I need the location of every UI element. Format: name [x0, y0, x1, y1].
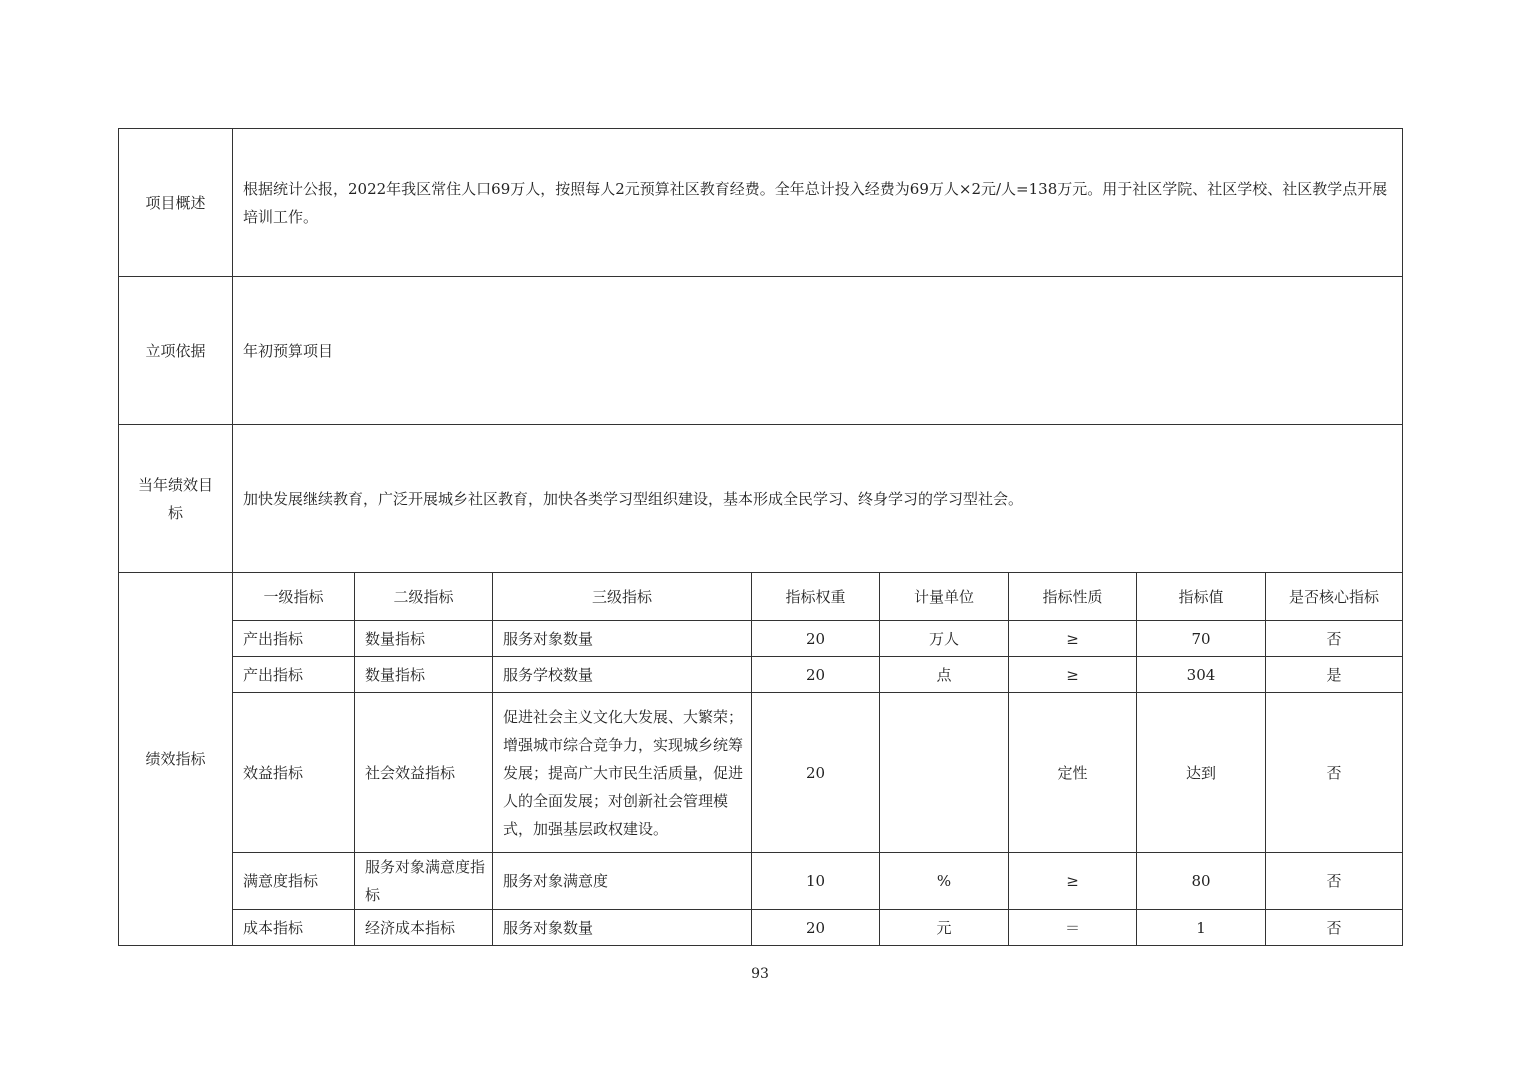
cell-level1: 产出指标 [233, 621, 355, 657]
cell-level1: 产出指标 [233, 657, 355, 693]
cell-level2: 社会效益指标 [355, 693, 493, 853]
cell-weight: 20 [752, 621, 880, 657]
header-unit: 计量单位 [880, 573, 1009, 621]
header-value: 指标值 [1137, 573, 1266, 621]
cell-weight: 10 [752, 853, 880, 910]
goal-text: 加快发展继续教育，广泛开展城乡社区教育，加快各类学习型组织建设，基本形成全民学习、终身学习的学习型社会。 [233, 425, 1403, 573]
header-level3: 三级指标 [493, 573, 752, 621]
cell-value: 达到 [1137, 693, 1266, 853]
cell-level3: 服务学校数量 [493, 657, 752, 693]
cell-core: 否 [1266, 621, 1403, 657]
cell-unit: 万人 [880, 621, 1009, 657]
indicators-label: 绩效指标 [119, 573, 233, 946]
cell-level3: 服务对象满意度 [493, 853, 752, 910]
cell-weight: 20 [752, 693, 880, 853]
cell-level1: 成本指标 [233, 910, 355, 946]
cell-level2: 数量指标 [355, 621, 493, 657]
table-row [119, 657, 1403, 693]
cell-level2: 服务对象满意度指标 [355, 853, 493, 910]
cell-value: 304 [1137, 657, 1266, 693]
cell-nature: ≥ [1009, 621, 1137, 657]
cell-core: 否 [1266, 693, 1403, 853]
cell-unit: 点 [880, 657, 1009, 693]
cell-value: 70 [1137, 621, 1266, 657]
header-level2: 二级指标 [355, 573, 493, 621]
table-row [119, 853, 1403, 910]
cell-value: 1 [1137, 910, 1266, 946]
cell-weight: 20 [752, 910, 880, 946]
cell-level3: 促进社会主义文化大发展、大繁荣；增强城市综合竞争力，实现城乡统筹发展；提高广大市民生活质量，促进人的全面发展；对创新社会管理模式，加强基层政权建设。 [493, 693, 752, 853]
overview-text: 根据统计公报，2022年我区常住人口69万人，按照每人2元预算社区教育经费。全年总计投入经费为69万人×2元/人=138万元。用于社区学院、社区学校、社区教学点开展培训工作。 [233, 129, 1403, 277]
overview-label: 项目概述 [119, 129, 233, 277]
header-core: 是否核心指标 [1266, 573, 1403, 621]
cell-level1: 满意度指标 [233, 853, 355, 910]
cell-core: 是 [1266, 657, 1403, 693]
cell-nature: ≥ [1009, 657, 1137, 693]
cell-core: 否 [1266, 853, 1403, 910]
cell-level2: 数量指标 [355, 657, 493, 693]
cell-value: 80 [1137, 853, 1266, 910]
basis-row [119, 277, 1403, 425]
cell-nature: 定性 [1009, 693, 1137, 853]
header-nature: 指标性质 [1009, 573, 1137, 621]
cell-level3: 服务对象数量 [493, 910, 752, 946]
cell-level2: 经济成本指标 [355, 910, 493, 946]
basis-text: 年初预算项目 [233, 277, 1403, 425]
goal-label: 当年绩效目标 [119, 425, 233, 573]
cell-unit: % [880, 853, 1009, 910]
cell-nature: ＝ [1009, 910, 1137, 946]
overview-row [119, 129, 1403, 277]
cell-unit: 元 [880, 910, 1009, 946]
cell-core: 否 [1266, 910, 1403, 946]
basis-label: 立项依据 [119, 277, 233, 425]
indicator-header-row [119, 573, 1403, 621]
table-row [119, 621, 1403, 657]
cell-weight: 20 [752, 657, 880, 693]
goal-row [119, 425, 1403, 573]
table-row [119, 693, 1403, 853]
cell-level1: 效益指标 [233, 693, 355, 853]
cell-level3: 服务对象数量 [493, 621, 752, 657]
page-number: 93 [751, 966, 769, 982]
header-weight: 指标权重 [752, 573, 880, 621]
performance-table [118, 128, 1403, 946]
header-level1: 一级指标 [233, 573, 355, 621]
table-row [119, 910, 1403, 946]
cell-unit [880, 693, 1009, 853]
cell-nature: ≥ [1009, 853, 1137, 910]
